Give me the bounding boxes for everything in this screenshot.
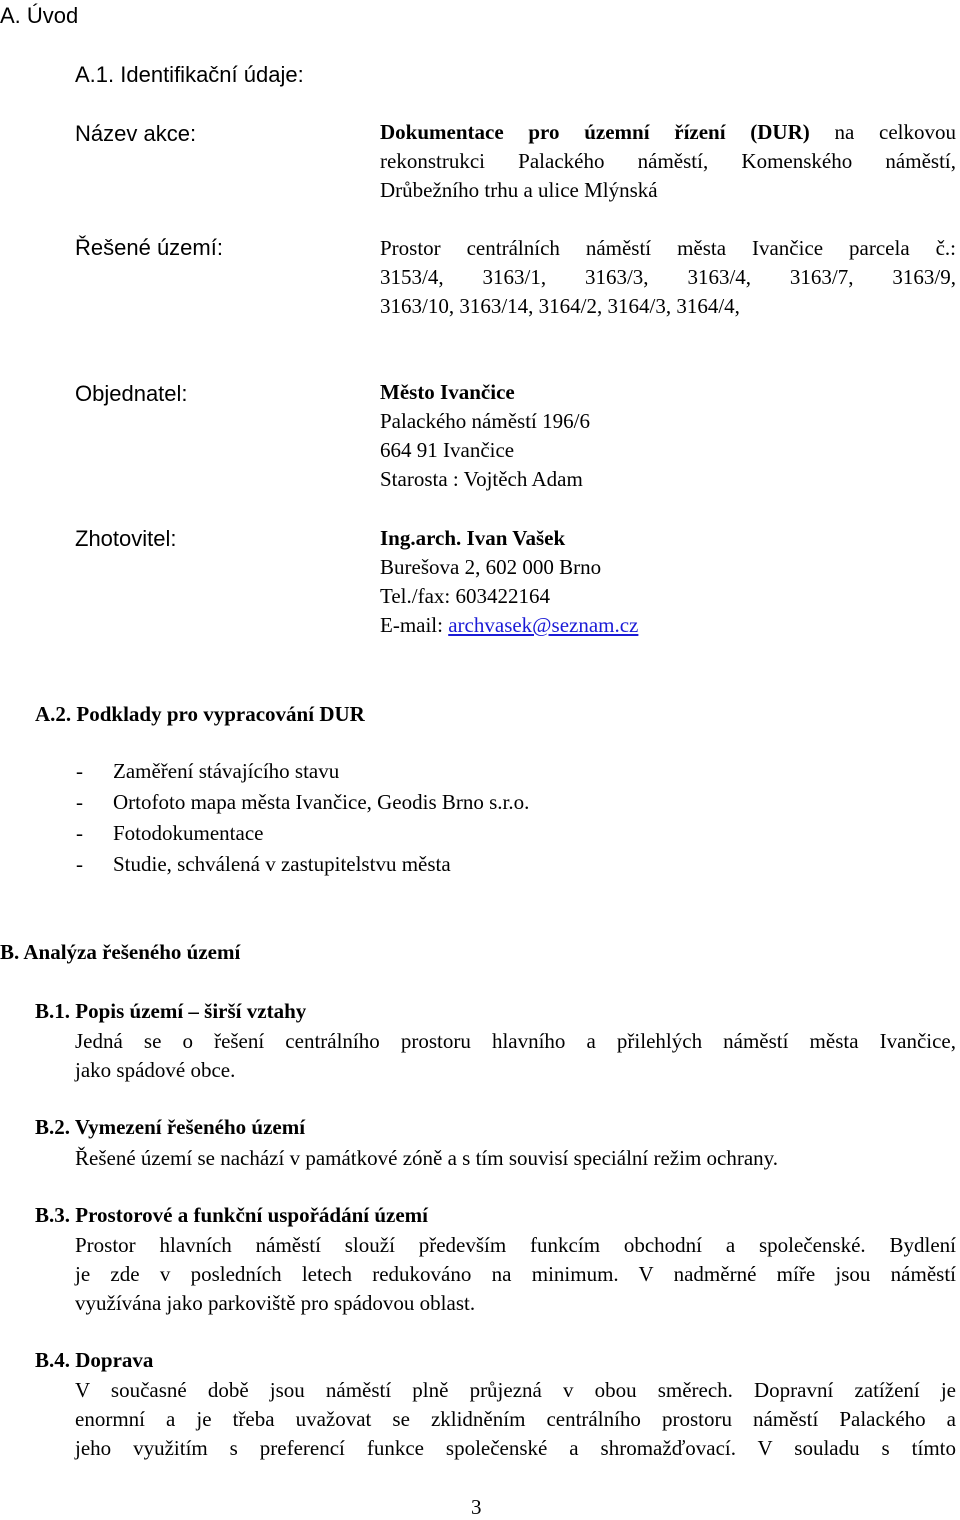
objednatel-line-1: Palackého náměstí 196/6 [380, 409, 590, 433]
b4-heading: B.4. Doprava [35, 1348, 154, 1372]
objednatel-line-2: 664 91 Ivančice [380, 438, 515, 462]
zhotovitel-label: Zhotovitel: [75, 526, 177, 551]
dash-bullet: - [76, 852, 83, 876]
dash-bullet: - [76, 790, 83, 814]
b4-text: V současné době jsou náměstí plně průjezná v obou směrech. Dopravní zatížení je enormní a je třeba uvažovat se zklidněním centrálního prostoru náměstí Palackého a jeho využitím s preferencí funkce společenské a shromažďovací. V souladu s tímto [75, 1378, 956, 1460]
objednatel-label: Objednatel: [75, 381, 188, 406]
nazev-line-3: Drůbežního trhu a ulice Mlýnská [380, 178, 658, 202]
reseni-uzemi-value [380, 234, 956, 321]
zhotovitel-value [380, 524, 638, 640]
zhotovitel-name: Ing.arch. Ivan Vašek [380, 526, 566, 550]
b3-heading: B.3. Prostorové a funkční uspořádání území [35, 1203, 429, 1227]
objednatel-value [380, 378, 590, 494]
dash-bullet: - [76, 759, 83, 783]
page-number: 3 [471, 1495, 482, 1519]
reseni-line-2: 3153/4, 3163/1, 3163/3, 3163/4, 3163/7, 3163/9, [380, 265, 956, 289]
objednatel-line-3: Starosta : Vojtěch Adam [380, 467, 583, 491]
b3-text: Prostor hlavních náměstí slouží především funkcím obchodní a společenské. Bydlení je zde v posledních letech redukováno na minimum. V nadměrné míře jsou náměstí využívána jako parkoviště pro spádovou oblast. [75, 1233, 956, 1315]
reseni-uzemi-label: Řešené území: [75, 235, 223, 260]
nazev-line-2: rekonstrukci Palackého náměstí, Komenského náměstí, [380, 149, 956, 173]
section-b-heading: B. Analýza řešeného území [0, 940, 241, 964]
nazev-akce-value [380, 118, 956, 205]
zhotovitel-line-1: Burešova 2, 602 000 Brno [380, 555, 602, 579]
dash-bullet: - [76, 821, 83, 845]
zhotovitel-line-2: Tel./fax: 603422164 [380, 584, 550, 608]
b1-text: Jedná se o řešení centrálního prostoru hlavního a přilehlých náměstí města Ivančice, jako spádové obce. [75, 1029, 956, 1082]
nazev-akce-label: Název akce: [75, 121, 197, 146]
objednatel-name: Město Ivančice [380, 380, 515, 404]
identification-heading: A.1. Identifikační údaje: [75, 62, 304, 87]
b2-text: Řešené území se nachází v památkové zóně a s tím souvisí speciální režim ochrany. [75, 1146, 779, 1170]
section-a-heading: A. Úvod [0, 3, 79, 28]
email-link[interactable]: archvasek@seznam.cz [448, 613, 639, 637]
reseni-line-1: Prostor centrálních náměstí města Ivančice parcela č.: [380, 236, 956, 260]
reseni-line-3: 3163/10, 3163/14, 3164/2, 3164/3, 3164/4, [380, 294, 740, 318]
nazev-line-1: Dokumentace pro územní řízení (DUR) na celkovou [380, 120, 956, 144]
podklady-heading: A.2. Podklady pro vypracování DUR [35, 702, 365, 726]
b1-heading: B.1. Popis území – širší vztahy [35, 999, 307, 1023]
zhotovitel-email-line: E-mail: archvasek@seznam.cz [380, 613, 639, 637]
b2-heading: B.2. Vymezení řešeného území [35, 1115, 306, 1139]
